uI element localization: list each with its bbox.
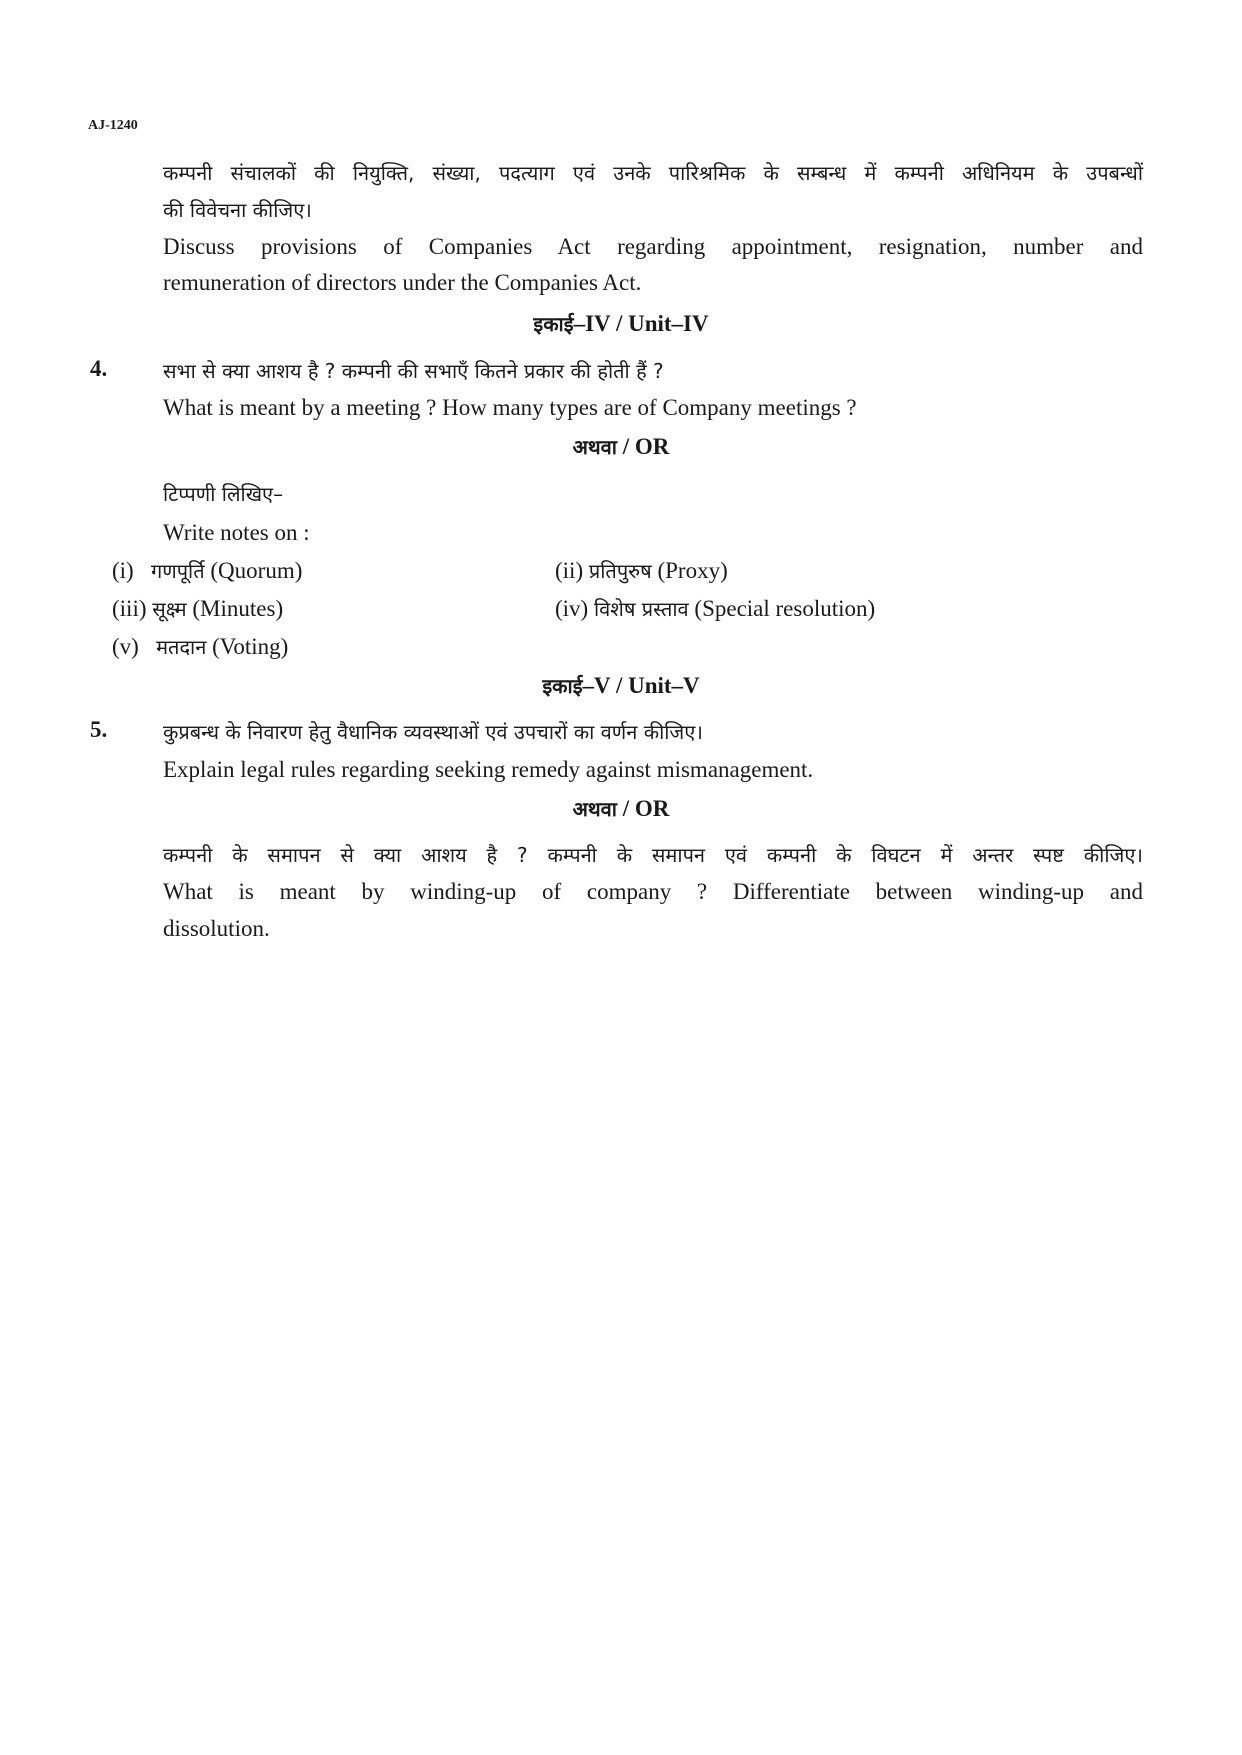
question-4-english: What is meant by a meeting ? How many types are of Company meetings ? bbox=[163, 395, 857, 420]
unit5-heading bbox=[0, 672, 1242, 699]
note-english: (Minutes) bbox=[192, 596, 284, 621]
note-number: (i) bbox=[112, 558, 134, 583]
unit4-or-divider bbox=[0, 433, 1242, 460]
unit4-or-english: / OR bbox=[622, 434, 670, 459]
note-hindi: गणपूर्ति bbox=[150, 559, 205, 583]
question-4-number: 4. bbox=[90, 356, 108, 381]
unit5-or-english: / OR bbox=[622, 796, 670, 821]
question-5-number: 5. bbox=[90, 717, 108, 742]
note-item bbox=[555, 595, 875, 622]
note-english: (Voting) bbox=[212, 634, 289, 659]
unit4-or-hindi: अथवा bbox=[572, 435, 617, 459]
note-item bbox=[112, 557, 302, 584]
note-english: (Proxy) bbox=[657, 558, 728, 583]
question-4-hindi: सभा से क्या आशय है ? कम्पनी की सभाएँ कितने प्रकार की होती हैं ? bbox=[163, 359, 664, 383]
note-number: (iv) bbox=[555, 596, 589, 621]
unit5-or-divider bbox=[0, 795, 1242, 822]
note-hindi: प्रतिपुरुष bbox=[588, 559, 652, 583]
intro-english-line1: Discuss provisions of Companies Act regarding appointment, resignation, number and bbox=[163, 234, 1143, 259]
unit4-heading bbox=[0, 310, 1242, 337]
paper-code: AJ-1240 bbox=[88, 118, 138, 133]
note-number: (iii) bbox=[112, 596, 147, 621]
note-number: (v) bbox=[112, 634, 139, 659]
unit5-heading-english: –V / Unit–V bbox=[582, 673, 700, 698]
question-5-english: Explain legal rules regarding seeking remedy against mismanagement. bbox=[163, 757, 814, 782]
note-item bbox=[112, 633, 288, 660]
intro-hindi-line2: की विवेचना कीजिए। bbox=[163, 198, 312, 222]
unit5-heading-hindi: इकाई bbox=[542, 674, 583, 698]
note-item bbox=[112, 595, 283, 622]
note-hindi: विशेष प्रस्ताव bbox=[593, 597, 689, 621]
note-hindi: मतदान bbox=[156, 635, 207, 659]
question-5-alt-english-line1: What is meant by winding-up of company ? Differentiate between winding-up and bbox=[163, 879, 1143, 904]
note-english: (Quorum) bbox=[210, 558, 303, 583]
question-5-alt-english-line2: dissolution. bbox=[163, 916, 270, 941]
intro-hindi-line1: कम्पनी संचालकों की नियुक्ति, संख्या, पदत्याग एवं उनके पारिश्रमिक के सम्बन्ध में कम्पनी अधिनियम के उपबन्धों bbox=[163, 161, 1143, 185]
notes-instruction-english: Write notes on : bbox=[163, 520, 310, 545]
intro-english-line2: remuneration of directors under the Companies Act. bbox=[163, 270, 642, 295]
notes-instruction-hindi: टिप्पणी लिखिए– bbox=[163, 482, 284, 506]
note-item bbox=[555, 557, 728, 584]
unit5-or-hindi: अथवा bbox=[572, 797, 617, 821]
note-hindi: सूक्ष्म bbox=[152, 597, 187, 621]
unit4-heading-hindi: इकाई bbox=[533, 312, 574, 336]
question-5-alt-hindi: कम्पनी के समापन से क्या आशय है ? कम्पनी के समापन एवं कम्पनी के विघटन में अन्तर स्पष्ट कीजिए। bbox=[163, 843, 1143, 867]
note-number: (ii) bbox=[555, 558, 584, 583]
unit4-heading-english: –IV / Unit–IV bbox=[573, 311, 709, 336]
note-english: (Special resolution) bbox=[694, 596, 876, 621]
question-5-hindi: कुप्रबन्ध के निवारण हेतु वैधानिक व्यवस्थाओं एवं उपचारों का वर्णन कीजिए। bbox=[163, 720, 703, 744]
